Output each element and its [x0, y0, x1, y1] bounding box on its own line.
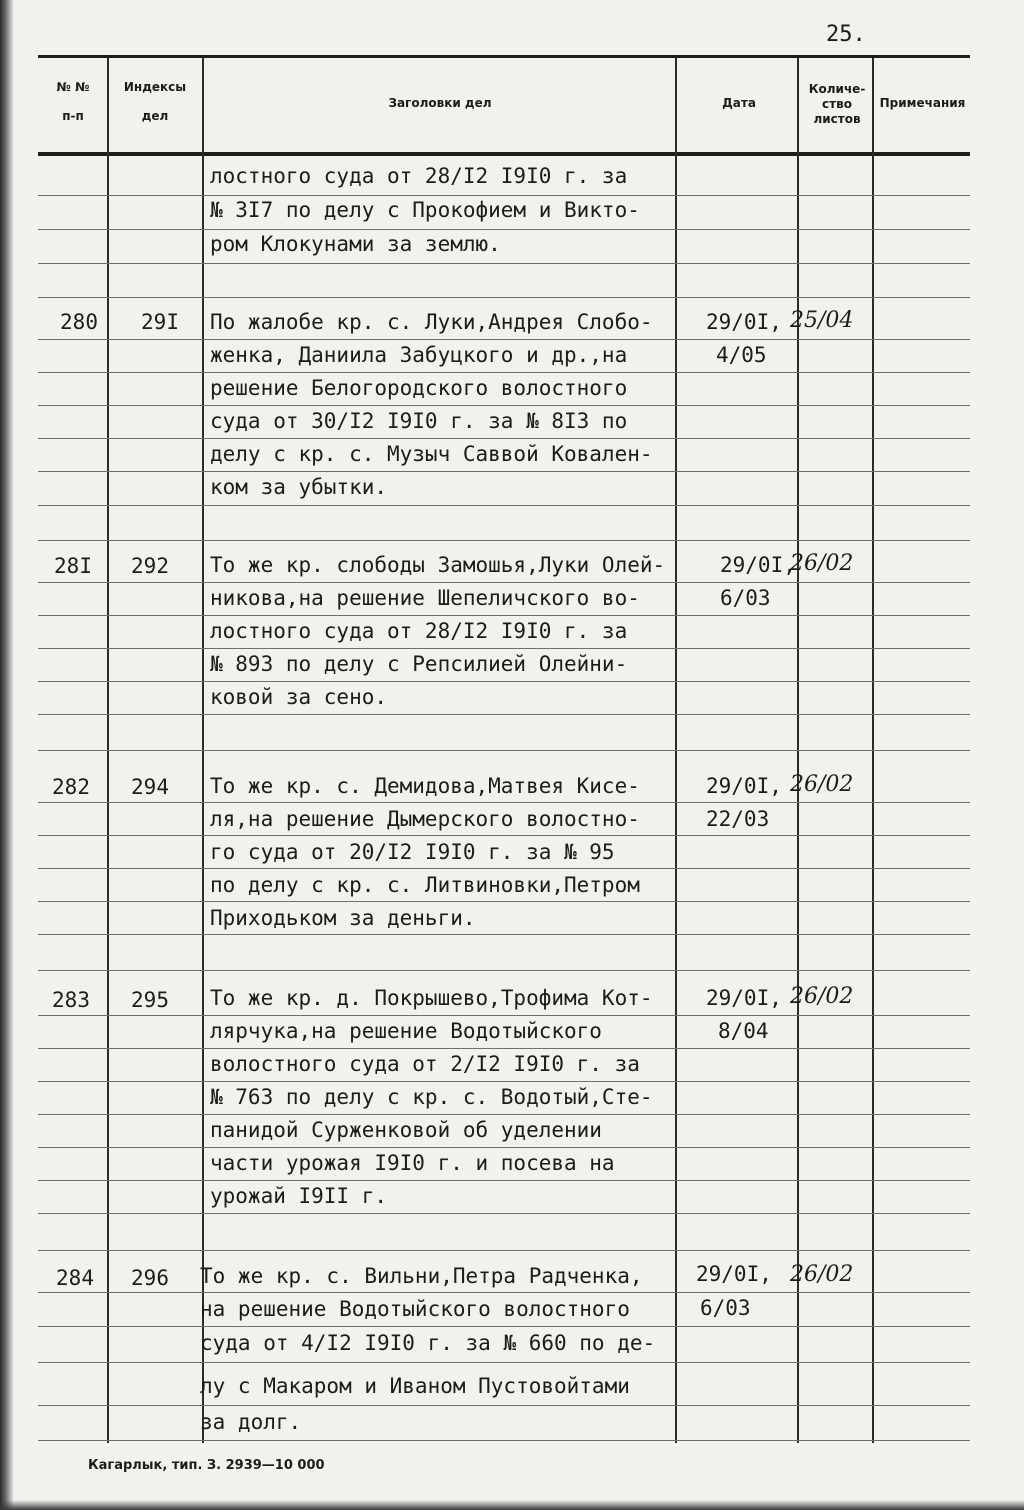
title-line: То же кр. с. Демидова,Матвея Кисе-	[210, 774, 640, 798]
ruling-line	[38, 1048, 970, 1049]
entry-date-resolved: 8/04	[718, 1019, 769, 1043]
title-line: То же кр. д. Покрышево,Трофима Кот-	[210, 986, 653, 1010]
title-line: ком за убытки.	[210, 475, 388, 499]
header-notes: Примечания	[879, 96, 966, 110]
title-line: решение Белогородского волостного	[210, 376, 628, 400]
header-date: Дата	[722, 96, 756, 110]
title-line: по делу с кр. с. Литвиновки,Петром	[210, 873, 640, 897]
header-number-line1: № №	[56, 80, 90, 94]
title-line: на решение Водотыйского волостного	[200, 1297, 630, 1321]
entry-date-resolved: 4/05	[716, 343, 767, 367]
title-line: лостного суда от 28/I2 I9I0 г. за	[210, 164, 628, 188]
page-shadow-left	[0, 0, 14, 1510]
entry-date-resolved: 22/03	[706, 807, 770, 831]
title-line: Приходьком за деньги.	[210, 906, 476, 930]
title-line: панидой Сурженковой об уделении	[210, 1118, 602, 1142]
title-line: ром Клокунами за землю.	[210, 232, 501, 256]
title-line: № 893 по делу с Репсилией Олейни-	[210, 652, 628, 676]
header-top-rule	[38, 55, 970, 58]
ruling-line	[38, 297, 970, 298]
page-shadow-bottom	[0, 1500, 1024, 1510]
ruling-line	[38, 1213, 970, 1214]
title-line: суда от 30/I2 I9I0 г. за № 8I3 по	[210, 409, 628, 433]
entry-index: 292	[131, 554, 169, 578]
ruling-line	[38, 263, 970, 264]
ruling-line	[38, 1180, 970, 1181]
ruling-line	[38, 1405, 970, 1406]
title-line: урожай I9II г.	[210, 1184, 388, 1208]
entry-date-resolved: 6/03	[700, 1296, 751, 1320]
entry-index: 295	[131, 988, 169, 1012]
entry-date-received: 29/0I,	[720, 553, 796, 577]
ruling-line	[38, 934, 970, 935]
title-line: То же кр. с. Вильни,Петра Радченка,	[200, 1264, 643, 1288]
ruling-line	[38, 1147, 970, 1148]
title-line: части урожая I9I0 г. и посева на	[210, 1151, 615, 1175]
title-line: лярчука,на решение Водотыйского	[210, 1019, 602, 1043]
title-line: го суда от 20/I2 I9I0 г. за № 95	[210, 840, 615, 864]
header-index-line2: дел	[141, 109, 169, 123]
title-line: делу с кр. с. Музыч Саввой Ковален-	[210, 442, 653, 466]
header-bottom-rule	[38, 152, 970, 156]
ruling-line	[38, 1326, 970, 1327]
entry-date-received: 29/0I,	[706, 774, 782, 798]
ruling-line	[38, 505, 970, 506]
ruling-line	[38, 901, 970, 902]
title-line: суда от 4/I2 I9I0 г. за № 660 по де-	[200, 1331, 656, 1355]
ruling-line	[38, 372, 970, 373]
title-line: за долг.	[200, 1410, 302, 1434]
entry-number: 282	[52, 775, 90, 799]
entry-index: 29I	[141, 310, 179, 334]
ruling-line	[38, 868, 970, 869]
header-sheets	[800, 82, 874, 127]
entry-number: 284	[56, 1266, 94, 1290]
ruling-line	[38, 1114, 970, 1115]
ruling-line	[38, 195, 970, 196]
header-sheets-line2: ство	[822, 97, 852, 111]
ruling-line	[38, 229, 970, 230]
entry-number: 28I	[54, 554, 92, 578]
ruling-line	[38, 1250, 970, 1251]
ruling-line	[38, 970, 970, 971]
ruling-line	[38, 648, 970, 649]
title-line: № 3I7 по делу с Прокофием и Викто-	[210, 198, 640, 222]
title-line: женка, Даниила Забуцкого и др.,на	[210, 343, 628, 367]
title-line: волостного суда от 2/I2 I9I0 г. за	[210, 1052, 640, 1076]
ruling-line	[38, 1362, 970, 1363]
title-line: лу с Макаром и Иваном Пустовойтами	[200, 1374, 630, 1398]
entry-date-resolved: 6/03	[720, 586, 771, 610]
ruling-line	[38, 615, 970, 616]
title-line: По жалобе кр. с. Луки,Андрея Слобо-	[210, 310, 653, 334]
title-line: То же кр. слободы Замошья,Луки Олей-	[210, 553, 666, 577]
ruling-line	[38, 471, 970, 472]
ruling-line	[38, 681, 970, 682]
entry-date-received: 29/0I,	[706, 310, 782, 334]
ruling-line	[38, 1081, 970, 1082]
entry-sheets-handwritten: 26/02	[790, 772, 854, 797]
header-sheets-line1: Количе-	[808, 82, 866, 96]
entry-date-received: 29/0I,	[696, 1262, 772, 1286]
ruling-line	[38, 714, 970, 715]
entry-sheets-handwritten: 26/02	[790, 1262, 854, 1287]
entry-sheets-handwritten: 26/02	[790, 984, 854, 1009]
header-index-line1: Индексы	[123, 80, 187, 94]
page-number: 25.	[826, 22, 866, 47]
ruling-line	[38, 405, 970, 406]
ruling-line	[38, 339, 970, 340]
entry-date-received: 29/0I,	[706, 986, 782, 1010]
ruling-line	[38, 438, 970, 439]
title-line: ля,на решение Дымерского волостно-	[210, 807, 640, 831]
header-number	[40, 80, 106, 124]
ruling-line	[38, 750, 970, 751]
entry-number: 280	[60, 310, 98, 334]
entry-number: 283	[52, 988, 90, 1012]
entry-sheets-handwritten: 25/04	[790, 308, 854, 333]
entry-sheets-handwritten: 26/02	[790, 551, 854, 576]
header-sheets-line3: листов	[813, 112, 861, 126]
ruling-line	[38, 1440, 970, 1441]
title-line: ковой за сено.	[210, 685, 388, 709]
ruling-line	[38, 835, 970, 836]
ruling-line	[38, 540, 970, 541]
title-line: лостного суда от 28/I2 I9I0 г. за	[210, 619, 628, 643]
entry-index: 296	[131, 1266, 169, 1290]
entry-index: 294	[131, 775, 169, 799]
header-index	[110, 80, 200, 124]
printer-imprint: Кагарлык, тип. З. 2939—10 000	[88, 1458, 325, 1473]
title-line: никова,на решение Шепеличского во-	[210, 586, 640, 610]
header-title: Заголовки дел	[388, 96, 492, 110]
title-line: № 763 по делу с кр. с. Водотый,Сте-	[210, 1085, 653, 1109]
header-number-line2: п-п	[62, 109, 84, 123]
